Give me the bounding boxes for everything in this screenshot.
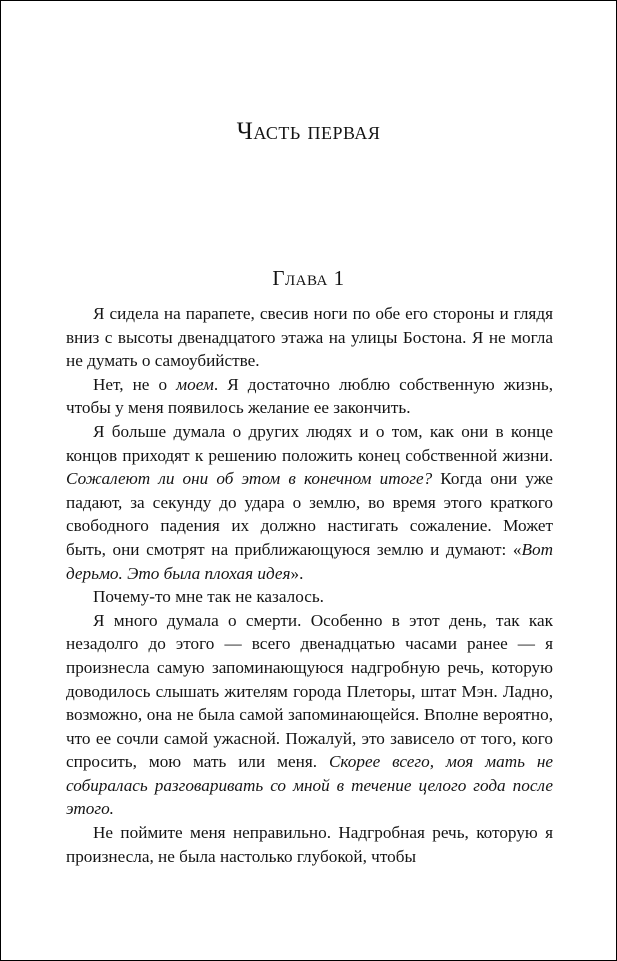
paragraph-6: Не поймите меня неправильно. Надгробная речь, которую я произнесла, не была настолько глубокой, чтобы (66, 823, 553, 866)
paragraph-4: Почему-то мне так не казалось. (93, 587, 324, 607)
paragraph-2-text-a: Нет, не о (93, 374, 177, 394)
paragraph-5-italic: Скорее всего, моя мать не собиралась разговаривать со мной в течение целого года после этого. (66, 752, 553, 819)
paragraph-5 (66, 609, 553, 821)
paragraph-5-text-a: Я много думала о смерти. Особенно в этот день, так как незадолго до этого — всего двенадцатью часами ранее — я произнесла самую запоминающуюся надгробную речь, которую доводилось слышать жителям города Плеторы, штат Мэн. Ладно, возможно, она не была самой запоминающейся. Вполне вероятно, что ее сочли самой ужасной. Пожалуй, это зависело от того, кого спросить, мою мать или меня. (66, 610, 553, 772)
paragraph-2-italic: моем (176, 374, 214, 394)
paragraph-2 (66, 373, 553, 420)
paragraph-3-italic-question: Сожалеют ли они об этом в конечном итоге? (66, 469, 433, 489)
chapter-body (66, 302, 553, 868)
paragraph-3-italic-quote: Вот дерьмо. Это была плохая идея (66, 539, 553, 583)
paragraph-3 (66, 420, 553, 585)
paragraph-3-text-a: Я больше думала о других людях и о том, как они в конце концов приходят к решению положить конец собственной жизни. (66, 421, 553, 465)
paragraph-2-text-c: . Я достаточно люблю собственную жизнь, чтобы у меня появилось желание ее закончить. (66, 374, 553, 418)
part-title: Часть первая (236, 118, 381, 145)
paragraph-1: Я сидела на парапете, свесив ноги по обе его стороны и глядя вниз с высоты двенадцатого этажа на улицы Бостона. Я не могла не думать о самоубийстве. (66, 304, 553, 371)
paragraph-3-text-c: Когда они уже падают, за секунду до удара о землю, во время этого краткого свободного падения их должно настигать сожаление. Может быть, они смотрят на приближающуюся землю и думают: « (66, 469, 553, 559)
chapter-title: Глава 1 (272, 266, 345, 290)
paragraph-3-text-e: ». (290, 563, 304, 583)
